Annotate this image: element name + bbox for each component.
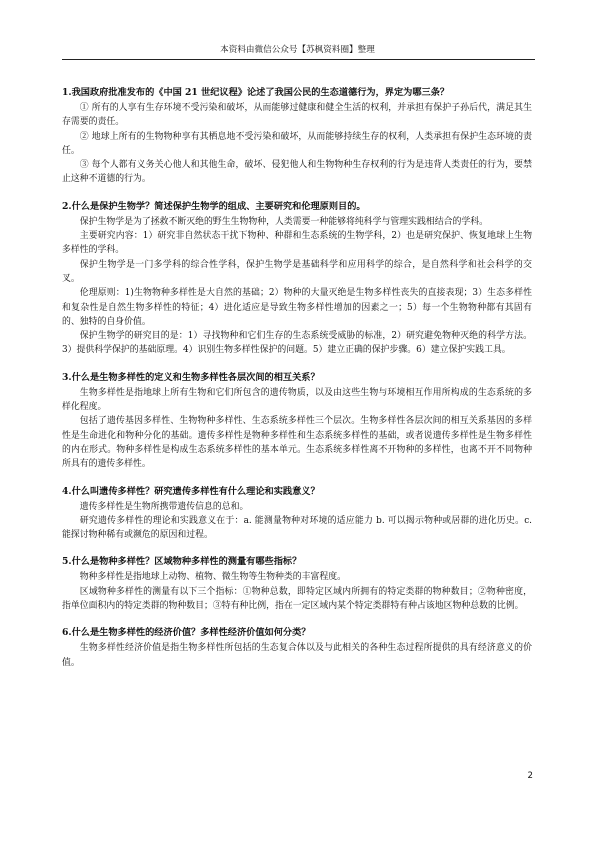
question-heading: 1.我国政府批准发布的《中国 21 世纪议程》论述了我国公民的生态道德行为，界定为哪三条？: [62, 87, 450, 98]
answer-paragraph: 生物多样性是指地球上所有生物和它们所包含的遗传物质，以及由这些生物与环境相互作用所构成的生态系统的多样化程度。: [62, 387, 532, 413]
answer-paragraph: ① 所有的人享有生存环境不受污染和破坏，从而能够过健康和健全生活的权利，并承担有保护子孙后代，满足其生存需要的责任。: [62, 103, 532, 128]
answer-paragraph: ③ 每个人都有义务关心他人和其他生命，破坏、侵犯他人和生物物种生存权利的行为是违背人类责任的行为，要禁止这种不道德的行为。: [62, 160, 532, 185]
page-header: 本资料由微信公众号【苏枫资料圈】整理: [220, 45, 375, 55]
question-heading: 4.什么叫遗传多样性？研究遗传多样性有什么理论和实践意义？: [62, 485, 320, 497]
qa-section: [62, 86, 532, 187]
question-heading: 5.什么是物种多样性？区域物种多样性的测量有哪些指标？: [62, 556, 302, 568]
header-rule: [62, 59, 535, 60]
answer-paragraph: 包括了遗传基因多样性、生物物种多样性、生态系统多样性三个层次。生物多样性各层次间的相互关系基因的多样性是生命进化和物种分化的基础。遗传多样性是物种多样性和生态系统多样性的基础，或者说遗传多样性是生物多样性的内在形式。物种多样性是构成生态系统多样性的基本单元。生态系统多样性离不开物种的多样性，也离不开不同物种所具有的遗传多样性。: [62, 416, 532, 470]
question-heading: 3.什么是生物多样性的定义和生物多样性各层次间的相互关系？: [62, 371, 320, 383]
answer-paragraph: 生物多样性经济价值是指生物多样性所包括的生态复合体以及与此相关的各种生态过程所提供的具有经济意义的价值。: [62, 643, 532, 668]
answer-paragraph: 保护生物学是一门多学科的综合性学科，保护生物学是基础科学和应用科学的综合，是自然科学和社会科学的交叉。: [62, 259, 532, 284]
qa-section: [62, 485, 532, 543]
answer-paragraph: 区域物种多样性的测量有以下三个指标：①物种总数，即特定区域内所拥有的特定类群的物种数目；②物种密度，指单位面积内的特定类群的物种数目；③特有种比例，指在一定区域内某个特定类群特有种占该地区物种总数的比例。: [62, 586, 532, 612]
answer-paragraph: 伦理原则：1)生物物种多样性是大自然的基础；2）物种的大量灭绝是生物多样性丧失的直接表现；3）生态多样性和复杂性是自然生物多样性的特征；4）进化适应是导致生物多样性增加的因素之一；5）每一个生物物种都有其固有的、独特的自身价值。: [62, 288, 532, 327]
answer-paragraph: 保护生物学的研究目的是：1）寻找物种和它们生存的生态系统受威胁的标准，2）研究避免物种灭绝的科学方法。 3）提供科学保护的基础原理。4）识别生物多样性保护的问题。5）建立正确的保护步骤。6）建立保护实践工具。: [62, 331, 532, 356]
answer-paragraph: 保护生物学是为了拯救不断灭绝的野生生物物种，人类需要一种能够将纯科学与管理实践相结合的学科。: [79, 216, 489, 227]
answer-paragraph: 研究遗传多样性的理论和实践意义在于：a. 能测量物种对环境的适应能力 b. 可以揭示物种或居群的进化历史。c. 能探讨物种稀有或濒危的原因和过程。: [62, 515, 532, 541]
answer-paragraph: 物种多样性是指地球上动物、植物、微生物等生物种类的丰富程度。: [79, 572, 347, 583]
page-number: 2: [527, 771, 533, 781]
answer-paragraph: 遗传多样性是生物所携带遗传信息的总和。: [79, 501, 249, 512]
qa-section: [62, 555, 532, 613]
qa-section: [62, 371, 532, 472]
question-heading: 2.什么是保护生物学？简述保护生物学的组成、主要研究和伦理原则目的。: [62, 200, 366, 212]
answer-paragraph: ② 地球上所有的生物物种享有其栖息地不受污染和破坏，从而能够持续生存的权利，人类承担有保护生态环境的责任。: [62, 131, 532, 156]
qa-section: [62, 200, 532, 358]
qa-section: [62, 626, 532, 670]
question-heading: 6.什么是生物多样性的经济价值？多样性经济价值如何分类？: [62, 627, 311, 639]
answer-paragraph: 主要研究内容：1）研究非自然状态干扰下物种、种群和生态系统的生物学科，2）也是研究保护、恢复地球上生物多样性的学科。: [62, 231, 532, 256]
document-body: [62, 86, 532, 683]
